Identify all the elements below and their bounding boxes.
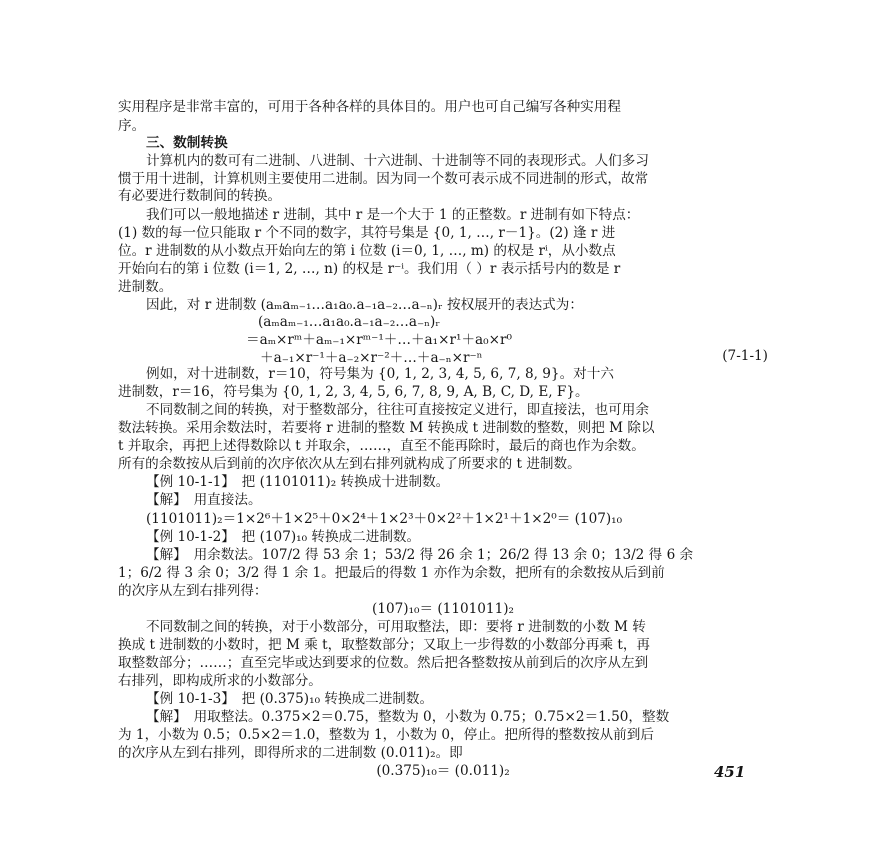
formula-line: (107)₁₀＝ (1101011)₂ [372,601,514,617]
formula-line: (0.375)₁₀＝ (0.011)₂ [376,763,510,779]
paragraph-line: 不同数制之间的转换，对于小数部分，可用取整法，即：要将 r 进制数的小数 M 转 [146,619,646,635]
paragraph-line: t 并取余，再把上述得数除以 t 并取余，……，直至不能再除时，最后的商也作为余数。 [118,438,645,454]
solution-line: 【解】 用取整法。0.375×2＝0.75，整数为 0，小数为 0.75；0.75×2＝1.50，整数 [146,709,670,725]
solution-line: 【解】 用直接法。 [146,492,262,508]
paragraph-line: 惯于用十进制，计算机则主要使用二进制。因为同一个数可表示成不同进制的形式，故常 [118,171,649,187]
paragraph-line: 进制数。 [118,279,173,295]
example-heading: 【例 10-1-2】 把 (107)₁₀ 转换成二进制数。 [146,529,421,545]
paragraph-line: 序。 [118,118,146,134]
paragraph-line: 因此，对 r 进制数 (aₘaₘ₋₁…a₁a₀.a₋₁a₋₂…a₋ₙ)ᵣ 按权展开的表达式为： [146,297,583,313]
paragraph-line: 取整数部分；……；直至完毕或达到要求的位数。然后把各整数按从前到后的次序从左到 [118,655,649,671]
paragraph-line: 例如，对十进制数，r＝10，符号集为 {0, 1, 2, 3, 4, 5, 6, 7, 8, 9}。对十六 [146,366,614,382]
paragraph-line: 我们可以一般地描述 r 进制，其中 r 是一个大于 1 的正整数。r 进制有如下特点： [146,207,640,223]
formula-line: (1101011)₂＝1×2⁶＋1×2⁵＋0×2⁴＋1×2³＋0×2²＋1×2¹＋1×2⁰＝ (107)₁₀ [146,511,623,527]
paragraph-line: 数法转换。采用余数法时，若要将 r 进制的整数 M 转换成 t 进制数的整数，则把 M 除以 [118,420,655,436]
section-heading: 三、数制转换 [146,135,228,151]
paragraph-line: 所有的余数按从后到前的次序依次从左到右排列就构成了所要求的 t 进制数。 [118,456,581,472]
paragraph-line: (1) 数的每一位只能取 r 个不同的数字，其符号集是 {0, 1, …, r－1}。(2) 逢 r 进 [118,225,616,241]
example-heading: 【例 10-1-3】 把 (0.375)₁₀ 转换成二进制数。 [146,691,434,707]
paragraph-line: 的次序从左到右排列得： [118,583,268,599]
paragraph-line: 进制数，r＝16，符号集为 {0, 1, 2, 3, 4, 5, 6, 7, 8, 9, A, B, C, D, E, F}。 [118,384,589,400]
paragraph-line: 实用程序是非常丰富的，可用于各种各样的具体目的。用户也可自己编写各种实用程 [118,99,621,115]
paragraph-line: 有必要进行数制间的转换。 [118,188,282,204]
paragraph-line: 换成 t 进制数的小数时，把 M 乘 t，取整数部分；又取上一步得数的小数部分再乘 t，再 [118,637,651,653]
formula-line: ＝aₘ×rᵐ＋aₘ₋₁×rᵐ⁻¹＋…＋a₁×r¹＋a₀×r⁰ [246,332,512,348]
page-number: 451 [714,763,746,781]
example-heading: 【例 10-1-1】 把 (1101011)₂ 转换成十进制数。 [146,474,450,490]
paragraph-line: 为 1，小数为 0.5；0.5×2＝1.0，整数为 1，小数为 0，停止。把所得的整数按从前到后 [118,727,654,743]
paragraph-line: 1；6/2 得 3 余 0；3/2 得 1 余 1。把最后的得数 1 亦作为余数，把所有的余数按从后到前 [118,565,665,581]
paragraph-line: 不同数制之间的转换，对于整数部分，往往可直接按定义进行，即直接法，也可用余 [146,402,649,418]
formula-line: (aₘaₘ₋₁…a₁a₀.a₋₁a₋₂…a₋ₙ)ᵣ [258,314,441,330]
paragraph-line: 的次序从左到右排列，即得所求的二进制数 (0.011)₂。即 [118,745,463,761]
paragraph-line: 位。r 进制数的从小数点开始向左的第 i 位数 (i＝0, 1, …, m) 的权是 rⁱ，从小数点 [118,243,616,259]
equation-number: (7-1-1) [722,348,768,364]
paragraph-line: 右排列，即构成所求的小数部分。 [118,673,322,689]
paragraph-line: 开始向右的第 i 位数 (i＝1, 2, …, n) 的权是 r⁻ⁱ。我们用（ ）r 表示括号内的数是 r [118,261,621,277]
formula-line: ＋a₋₁×r⁻¹＋a₋₂×r⁻²＋…＋a₋ₙ×r⁻ⁿ [260,350,483,366]
solution-line: 【解】 用余数法。107/2 得 53 余 1；53/2 得 26 余 1；26/2 得 13 余 0；13/2 得 6 余 [146,547,694,563]
paragraph-line: 计算机内的数可有二进制、八进制、十六进制、十进制等不同的表现形式。人们多习 [146,153,649,169]
